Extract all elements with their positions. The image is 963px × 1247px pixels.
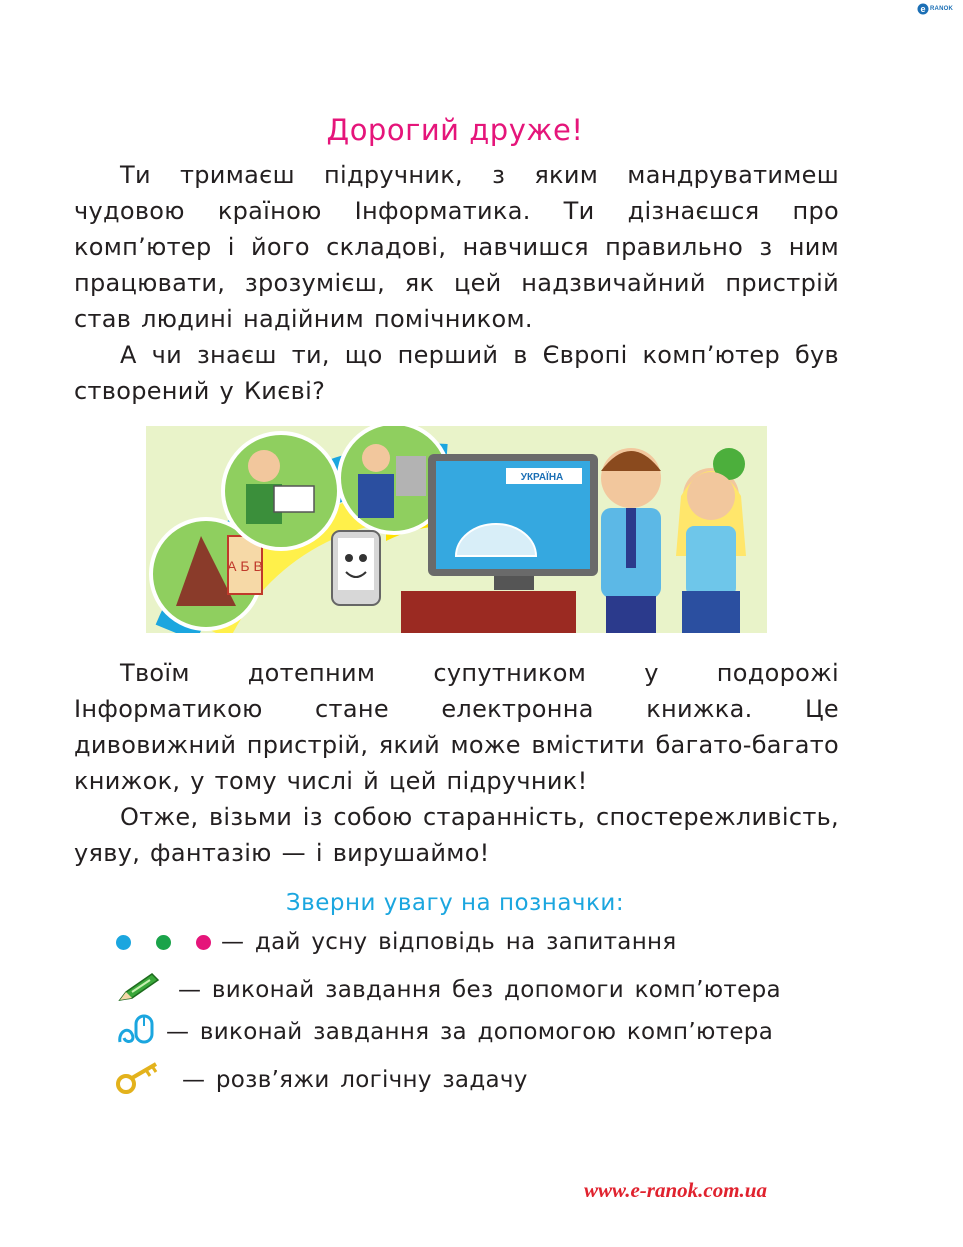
paragraph-intro: Ти тримаєш підручник, з яким мандруватимеш чудовою країною Інформатика. Ти дізнаєшся про комп’ютер і його складові, навчишся правильно з ним працювати, зрозумієш, як цей надзвичайний пристрій став людині надійним помічником. <box>74 161 839 333</box>
legend-title: Зверни увагу на позначки: <box>285 890 625 916</box>
logo-text: RANOK <box>930 6 953 12</box>
pencil-icon <box>116 972 160 1008</box>
legend-item-dots <box>116 924 677 960</box>
svg-text:А Б В: А Б В <box>227 558 263 574</box>
svg-text:УКРАЇНА: УКРАЇНА <box>520 472 564 483</box>
website-link[interactable]: www.e-ranok.com.ua <box>584 1178 767 1202</box>
svg-text:e: e <box>920 4 926 14</box>
legend-item-text: — виконай завдання без допомоги комп’ютера <box>178 977 781 1003</box>
logo-e-icon <box>917 3 929 15</box>
legend-item-text: — дай усну відповідь на запитання <box>221 929 677 955</box>
illustration <box>146 426 767 633</box>
legend-item-pencil <box>116 972 781 1008</box>
publisher-logo <box>917 3 959 15</box>
paragraph-closing: Отже, візьми із собою старанність, спостережливість, уяву, фантазію — і вирушаймо! <box>74 803 839 867</box>
paragraph-ebook: Твоїм дотепним супутником у подорожі Інформатикою стане електронна книжка. Це дивовижний пристрій, який може вмістити багато-багато книжок, у тому числі й цей підручник! <box>74 659 839 795</box>
paragraph-question: А чи знаєш ти, що перший в Європі комп’ютер був створений у Києві? <box>74 341 839 405</box>
legend-item-text: — розв’яжи логічну задачу <box>182 1067 528 1093</box>
green-dot-icon <box>156 935 171 950</box>
blue-dot-icon <box>116 935 131 950</box>
legend-item-key <box>116 1062 528 1098</box>
mouse-icon <box>116 1012 158 1052</box>
illustration-art <box>146 426 767 633</box>
legend-item-mouse <box>116 1014 773 1050</box>
pink-dot-icon <box>196 935 211 950</box>
page-title: Дорогий друже! <box>326 113 584 147</box>
three-dots-icon <box>116 935 221 950</box>
legend-item-text: — виконай завдання за допомогою комп’ютера <box>166 1019 774 1045</box>
key-icon <box>116 1060 160 1100</box>
